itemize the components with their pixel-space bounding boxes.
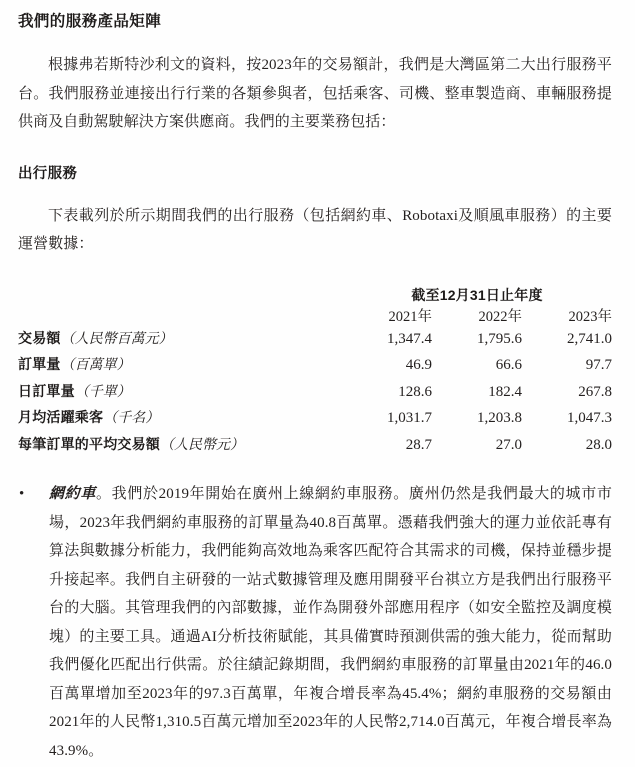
cell-value: 28.0 [585,436,612,453]
row-label [18,379,342,406]
bullet-lead-term: 網約車 [49,486,96,503]
table-head [18,285,612,326]
table-span-header-row [18,285,612,305]
row-label [18,405,342,432]
row-unit: （千名） [103,411,160,427]
cell-value: 267.8 [578,383,612,400]
operating-metrics-table [18,285,612,459]
page-title: 我們的服務產品矩陣 [18,13,162,30]
column-header-2023: 2023年 [568,308,612,325]
metrics-table-wrap [18,259,612,459]
cell-value: 46.9 [405,357,432,374]
row-label-text: 月均活躍乘客 [18,409,104,426]
cell-value: 128.6 [398,383,432,400]
cell-value: 2,741.0 [567,330,612,347]
row-label-text: 日訂單量 [18,382,75,399]
cell-value: 182.4 [488,383,522,400]
row-unit: （人民幣百萬元） [60,331,173,347]
cell-value: 1,031.7 [387,410,432,427]
bullet-marker-icon: • [19,486,25,503]
row-label [18,352,342,379]
row-label-text: 交易額 [18,329,61,346]
table-intro-paragraph: 下表載列於所示期間我們的出行服務（包括網約車、Robotaxi及順風車服務）的主要運營數據： [18,207,612,253]
year-header-spacer [18,305,342,326]
bullet-list [18,458,612,765]
row-unit: （人民幣元） [160,437,244,453]
cell-value: 1,203.8 [477,410,522,427]
row-unit: （千單） [74,384,131,400]
column-header-2022: 2022年 [478,308,522,325]
cell-value: 1,347.4 [387,330,432,347]
row-unit: （百萬單） [60,358,131,374]
row-label [18,432,342,459]
bullet-text: 。我們於2019年開始在廣州上線網約車服務。廣州仍然是我們最大的城市市場，2023年我們網約車服務的訂單量為40.8百萬單。憑藉我們強大的運力並依託專有算法與數據分析能力，我們能夠高效地為乘客匹配符合其需求的司機，保持並穩步提升接起率。我們自主研發的一站式數據管理及應用開發平台祺立方是我們出行服務平台的大腦。其管理我們的內部數據，並作為開發外部應用程序（如安全監控及調度模塊）的主要工具。通過AI分析技術賦能，其具備實時預測供需的強大能力，從而幫助我們優化匹配出行供需。於往績記錄期間，我們網約車服務的訂單量由2021年的46.0百萬單增加至2023年的97.3百萬單，年複合增長率為45.4%；網約車服務的交易額由2021年的人民幣1,310.5百萬元增加至2023年的人民幣2,714.0百萬元，年複合增長率為43.9%。 [49,486,612,759]
table-year-header-row [18,305,612,326]
intro-paragraph: 根據弗若斯特沙利文的資料，按2023年的交易額計，我們是大灣區第二大出行服務平台。我們服務並連接出行行業的各類參與者，包括乘客、司機、整車製造商、車輛服務提供商及自動駕駛解決方案供應商。我們的主要業務包括： [18,57,612,131]
row-label-text: 每筆訂單的平均交易額 [18,435,160,452]
list-item [18,480,612,765]
row-label-text: 訂單量 [18,356,61,373]
table-row [18,379,612,406]
table-body [18,326,612,459]
table-row [18,326,612,353]
cell-value: 27.0 [495,436,522,453]
span-header-spacer [18,285,342,305]
cell-value: 1,047.3 [567,410,612,427]
cell-value: 1,795.6 [477,330,522,347]
row-label [18,326,342,353]
bullet-body [49,480,612,765]
cell-value: 97.7 [585,357,612,374]
section-subheading: 出行服務 [18,165,78,182]
column-header-2021: 2021年 [388,308,432,325]
table-row [18,405,612,432]
cell-value: 66.6 [495,357,522,374]
table-span-header: 截至12月31日止年度 [411,286,543,303]
table-row [18,352,612,379]
cell-value: 28.7 [405,436,432,453]
table-row [18,432,612,459]
